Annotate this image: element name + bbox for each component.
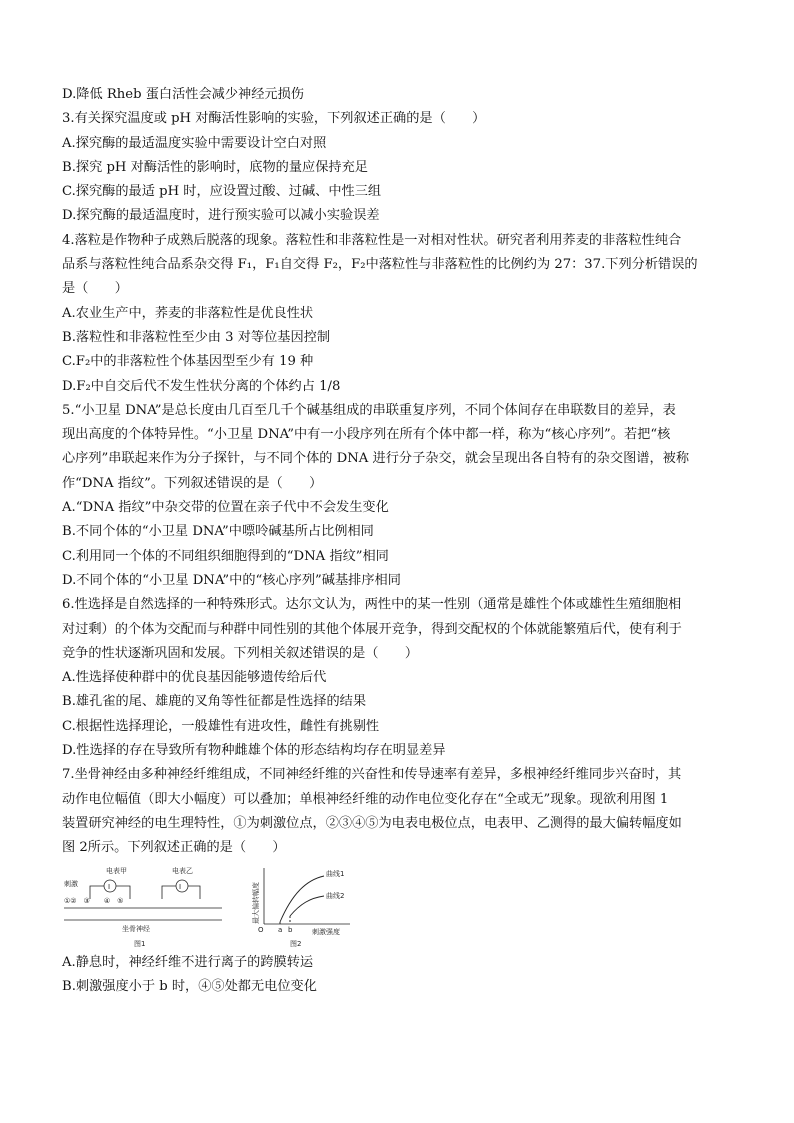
option-line: C.探究酶的最适 pH 时，应设置过酸、过碱、中性三组: [62, 184, 382, 200]
option-line: A.农业生产中，荞麦的非落粒性是优良性状: [62, 305, 314, 321]
option-line: D.F₂中自交后代不发生性状分离的个体约占 1/8: [62, 378, 341, 394]
origin-label: O: [258, 925, 264, 934]
option-line: A.“DNA 指纹”中杂交带的位置在亲子代中不会发生变化: [62, 500, 389, 516]
question-stem: 6.性选择是自然选择的一种特殊形式。达尔文认为，两性中的某一性别（通常是雄性个体或雄性生殖细胞相: [62, 597, 682, 613]
curve-1-label: 曲线1: [326, 869, 345, 878]
curve-1: [280, 876, 324, 922]
question-4: [62, 232, 734, 396]
option-line: B.探究 pH 对酶活性的影响时，底物的量应保持充足: [62, 159, 368, 175]
question-stem: 4.落粒是作物种子成熟后脱落的现象。落粒性和非落粒性是一对相对性状。研究者利用荞麦的非落粒性纯合: [62, 232, 682, 248]
meter-b-label: 电表乙: [172, 866, 193, 875]
figure-2-chart: [250, 864, 360, 950]
y-axis-label: 最大偏转幅度: [252, 881, 260, 924]
tick-b: b: [288, 925, 293, 934]
question-stem: 现出高度的个体特异性。“小卫星 DNA”中有一小段序列在所有个体中都一样，称为“核心序列”。若把“核: [62, 427, 671, 443]
question-stem: 装置研究神经的电生理特性，①为刺激位点，②③④⑤为电表电极位点，电表甲、乙测得的最大偏转幅度如: [62, 815, 682, 831]
x-axis-label: 刺激强度: [312, 927, 340, 936]
question-stem: 竞争的性状逐渐巩固和发展。下列相关叙述错误的是（ ）: [62, 645, 419, 661]
question-7: [62, 766, 734, 995]
question-stem: 3.有关探究温度或 pH 对酶活性影响的实验，下列叙述正确的是（ ）: [62, 111, 486, 127]
option-line: D.性选择的存在导致所有物种雌雄个体的形态结构均存在明显差异: [62, 743, 446, 759]
option-line: C.根据性选择理论，一般雄性有进攻性，雌性有挑剔性: [62, 718, 380, 734]
option-line: C.利用同一个体的不同组织细胞得到的“DNA 指纹”相同: [62, 548, 389, 564]
meter-b-dial: [176, 880, 188, 892]
question-stem: 7.坐骨神经由多种神经纤维组成，不同神经纤维的兴奋性和传导速率有差异，多根神经纤维同步兴奋时，其: [62, 767, 682, 783]
figure-1-diagram: [62, 864, 232, 950]
option-line: D.不同个体的“小卫星 DNA”中的“核心序列”碱基排序相同: [62, 572, 401, 588]
option-line: B.不同个体的“小卫星 DNA”中嘌呤碱基所占比例相同: [62, 524, 374, 540]
figure-1-caption: 图1: [134, 939, 146, 948]
question-stem: 品系与落粒性纯合品系杂交得 F₁，F₁自交得 F₂，F₂中落粒性与非落粒性的比例约为 27：37.下列分析错误的: [62, 257, 698, 273]
option-line: C.F₂中的非落粒性个体基因型至少有 19 种: [62, 354, 314, 370]
option-line: A.静息时，神经纤维不进行离子的跨膜转运: [62, 954, 314, 970]
question-stem: 心序列”串联起来作为分子探针，与不同个体的 DNA 进行分子杂交，就会呈现出各自特有的杂交图谱，被称: [62, 451, 690, 467]
figure-2-caption: 图2: [290, 939, 302, 948]
question-6: [62, 596, 734, 760]
option-line: B.雄孔雀的尾、雄鹿的叉角等性征都是性选择的结果: [62, 694, 367, 710]
stim-label: 刺激: [64, 879, 78, 888]
option-line: A.探究酶的最适温度实验中需要设计空白对照: [62, 135, 327, 151]
question-stem: 动作电位幅值（即大小幅度）可以叠加；单根神经纤维的动作电位变化存在“全或无”现象。现欲利用图 1: [62, 791, 669, 807]
figure-row: [62, 864, 734, 952]
q2-tail-and-q3: [62, 86, 734, 225]
svg-text:I: I: [108, 882, 111, 891]
curve-2-label: 曲线2: [326, 891, 345, 900]
nerve-label: 坐骨神经: [122, 924, 150, 933]
question-stem: 图 2所示。下列叙述正确的是（ ）: [62, 840, 286, 856]
tick-a: a: [278, 925, 283, 934]
option-line: A.性选择使种群中的优良基因能够遗传给后代: [62, 670, 327, 686]
exam-page: [62, 86, 734, 1002]
svg-text:I: I: [179, 882, 182, 891]
option-line: D.降低 Rheb 蛋白活性会减少神经元损伤: [62, 87, 304, 102]
electrode-points: ①② ③ ④ ⑤: [64, 896, 124, 905]
question-stem: 对过剩）的个体为交配而与种群中同性别的其他个体展开竞争，得到交配权的个体就能繁殖后代，使有利于: [62, 621, 682, 637]
option-line: B.落粒性和非落粒性至少由 3 对等位基因控制: [62, 329, 331, 345]
question-stem: 是（ ）: [62, 281, 128, 297]
option-line: D.探究酶的最适温度时，进行预实验可以减小实验误差: [62, 208, 380, 224]
curve-2: [290, 896, 324, 916]
question-5: [62, 402, 734, 590]
option-line: B.刺激强度小于 b 时，④⑤处都无电位变化: [62, 978, 317, 994]
meter-a-label: 电表甲: [106, 866, 127, 875]
question-stem: 作“DNA 指纹”。下列叙述错误的是（ ）: [62, 475, 323, 491]
question-stem: 5.“小卫星 DNA”是总长度由几百至几千个碱基组成的串联重复序列，不同个体间存在串联数目的差异，表: [62, 402, 676, 418]
